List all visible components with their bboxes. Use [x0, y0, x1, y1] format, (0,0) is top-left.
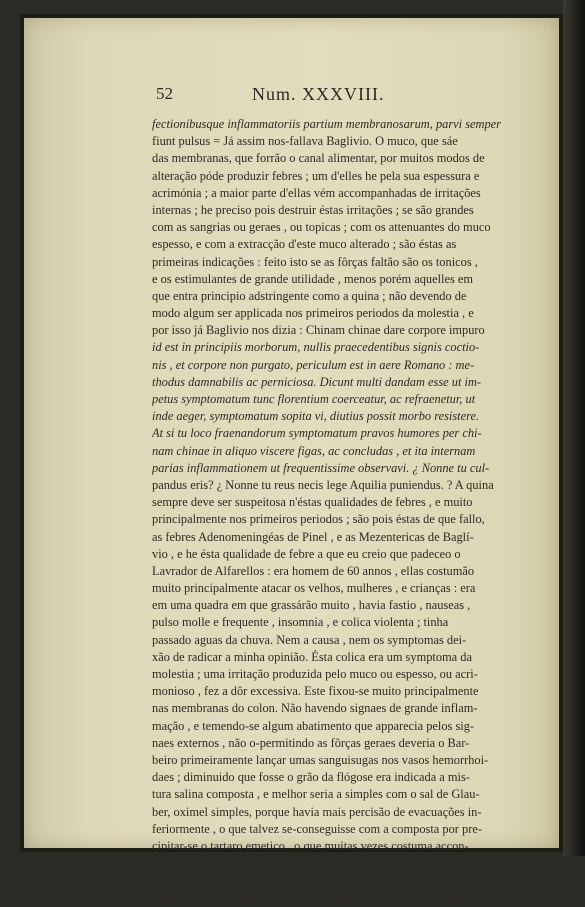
text-line: primeiras indicações : feito isto se as fôrças faltão são os tonicos ,	[152, 254, 478, 269]
text-line: morte do doente foi o cosimento de quina; porque sendo um to-	[152, 873, 467, 888]
text-line: cipitar-se o tartaro emetico , o que muitas vezes costuma accon-	[152, 838, 469, 853]
text-line: e os estimulantes de grande utilidade , menos porém aquelles em	[152, 271, 474, 286]
text-line: molestia ; uma irritação produzida pelo muco ou espesso, ou acri-	[152, 667, 478, 681]
page-header	[128, 84, 428, 110]
text-line: feriormente , o que talvez se-conseguisse com a composta por pre-	[152, 821, 482, 836]
text-line: por isso já Baglivio nos dizia : Chinam chinae dare corpore impuro	[152, 323, 485, 338]
text-line: parias inflammationem ut frequentissime observavi. ¿ Nonne tu cul-	[152, 460, 490, 475]
text-line: das membranas, que forrão o canal alimentar, por muitos modos de	[152, 151, 485, 166]
text-line: nam chinae in aliquo viscere figas, ac concludas , et ita internam	[152, 443, 476, 458]
text-line: At si tu loco fraenandorum symptomatum pravos humores per chi-	[152, 426, 482, 441]
text-line: com as sangrias ou geraes , ou topicas ; com os attenuantes do muco	[152, 220, 491, 235]
text-line: thodus damnabilis ac perniciosa. Dicunt multi dandam esse ut im-	[152, 374, 482, 389]
text-line: que entra principio adstringente como a quina ; não devendo de	[152, 288, 467, 303]
body-text	[152, 116, 528, 907]
text-line: tura salina composta , e melhor seria a simples com o sal de Glau-	[152, 787, 480, 802]
text-line: vio , e he ésta qualidade de febre a que eu creio que padeceo o	[152, 546, 461, 561]
text-line: sempre deve ser suspeitosa n'éstas qualidades de febres , e muito	[152, 495, 473, 510]
text-line: Lavrador de Alfarellos : era homem de 60 annos , ellas costumão	[152, 563, 475, 578]
text-line: xão de radicar a minha opinião. Ésta colica era um symptoma da	[152, 649, 472, 664]
text-line: fectionibusque inflammatoriis partium membranosarum, parvi semper	[152, 117, 501, 131]
text-line: espesso, e com a extracção d'este muco alterado ; são éstas as	[152, 237, 457, 252]
text-line: alteração póde produzir febres ; um d'elles he pela sua espessura e	[152, 168, 480, 183]
text-line: modo algum ser applicada nos primeiros periodos da molestia , e	[152, 306, 474, 321]
page-number: 52	[156, 84, 173, 103]
text-line: beiro primeiramente lançar umas sanguisugas nos vasos hemorrhoi-	[152, 752, 489, 767]
text-line: id est in principiis morborum, nullis praecedentibus signis coctio-	[152, 340, 480, 355]
text-line: principalmente nos primeiros periodos ; são pois éstas de que fallo,	[152, 512, 485, 527]
text-line: nico, e com principios adstringentes augmentou a causa da mo-	[152, 890, 466, 905]
text-line: pulso molle e frequente , insomnia , e colica violenta ; tinha	[152, 615, 449, 630]
text-line: daes ; diminuido que fosse o grão da flógose era indicada a mis-	[152, 770, 470, 785]
book-spine	[563, 0, 585, 856]
text-line: naes externos , não o-permitindo as fôrças geraes deveria o Bar-	[152, 735, 470, 750]
text-line: as febres Adenomeningéas de Pinel , e as Mezentericas de Baglí-	[152, 529, 474, 544]
text-line: inde aeger, symptomatum sopita vi, diutius possit morbo resistere.	[152, 409, 480, 424]
text-line: monioso , fez a dôr excessiva. Este fixou-se muito principalmente	[152, 684, 479, 699]
page-title: Num. XXXVIII.	[252, 84, 385, 104]
text-line: acrimónia ; a maior parte d'ellas vém accompanhadas de irritações	[152, 185, 481, 200]
text-line: nis , et corpore non purgato, periculum est in aere Romano : me-	[152, 357, 475, 372]
text-line: passado aguas da chuva. Nem a causa , nem os symptomas dei-	[152, 632, 467, 647]
text-line: internas ; he preciso pois destruir éstas irritações ; se são grandes	[152, 202, 474, 217]
text-line: em uma quadra em que grassárão muito , havia fastio , nauseas ,	[152, 598, 471, 613]
text-line: muito principalmente atacar os velhos, mulheres , e crianças : era	[152, 581, 476, 596]
text-line: nas membranas do colon. Não havendo signaes de grande inflam-	[152, 701, 478, 716]
text-line: fiunt pulsus = Já assim nos-fallava Baglivio. O muco, que sáe	[152, 134, 458, 149]
text-line: mação , e temendo-se algum abatimento que apparecia pelos sig-	[152, 718, 475, 733]
text-line: tecer ; o que porém foi contra-indicado , e que concorreo para a	[152, 856, 467, 871]
text-line: petus symptomatum tunc florentium coerceatur, ac refraenetur, ut	[152, 392, 476, 406]
text-line: pandus eris? ¿ Nonne tu reus necis lege Aquilia puniendus. ? A quina	[152, 477, 494, 492]
text-line: ber, oximel simples, porque havia mais percisão de evacuações in-	[152, 804, 482, 819]
